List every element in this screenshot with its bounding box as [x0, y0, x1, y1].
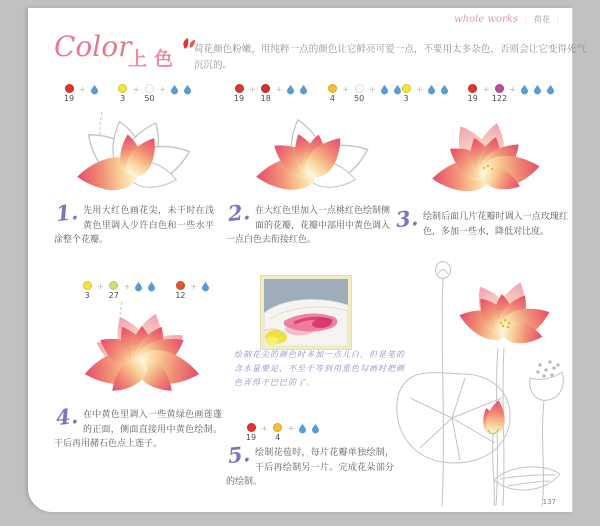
paint-swatch [399, 84, 413, 103]
paint-swatch-dot [118, 84, 127, 93]
step-number: 4. [54, 402, 80, 431]
plus-separator: + [287, 424, 295, 433]
paint-swatch-number: 19 [467, 94, 478, 103]
water-drop-icon [298, 84, 309, 95]
water-drop-icon [545, 84, 556, 95]
page-number: 137 [542, 498, 556, 506]
paint-swatch [492, 84, 506, 103]
step-4 [54, 402, 222, 452]
page-title-script: Color [54, 30, 132, 63]
step-number: 2. [226, 198, 252, 227]
plus-separator: + [261, 424, 268, 433]
paint-swatch-dot [355, 84, 364, 93]
water-drop-icon [89, 84, 100, 95]
lotus-step1-illustration [38, 108, 220, 206]
paint-swatch-number: 19 [245, 433, 257, 442]
lotus-step2-illustration [230, 108, 394, 206]
paint-mix-group [116, 84, 193, 103]
plus-separator: + [79, 85, 86, 94]
paint-swatch [142, 84, 156, 103]
water-drop-icon [519, 84, 530, 95]
paint-swatch [62, 84, 76, 103]
plus-separator: + [416, 85, 423, 94]
paint-swatch-number: 19 [63, 94, 75, 103]
paint-swatch [325, 84, 339, 103]
lotus-final-composition [390, 248, 578, 510]
paint-swatch-dot [247, 423, 256, 432]
paint-swatch-dot [468, 84, 477, 93]
step-2 [226, 198, 390, 248]
water-drops [89, 84, 100, 95]
step-number: 5. [226, 440, 252, 469]
step-text: 绘制后面几片花瓣时调入一点玫瑰红色，多加一些水，降低对比度。 [422, 212, 568, 237]
paint-swatch-dot [235, 84, 244, 93]
paint-swatch [244, 423, 258, 442]
water-drop-icon [532, 84, 543, 95]
paint-swatch-number: 3 [403, 94, 409, 103]
palette-step5 [244, 423, 333, 442]
paint-swatch-dot [109, 281, 118, 290]
paint-swatch [232, 84, 246, 103]
lotus-step3-illustration [396, 112, 574, 207]
paint-swatch-number: 18 [260, 94, 271, 103]
plus-separator: + [97, 282, 104, 291]
paint-swatch-dot [273, 423, 282, 432]
paint-swatch-number: 50 [144, 94, 155, 103]
water-drops [285, 84, 309, 95]
step-number: 1. [54, 198, 80, 227]
paint-swatch-dot [261, 84, 270, 93]
water-drop-icon [310, 423, 321, 434]
paint-swatch [116, 84, 130, 103]
paint-swatch-number: 3 [120, 94, 126, 103]
water-drops [426, 84, 450, 95]
plus-separator: + [132, 85, 140, 94]
water-drop-icon [297, 423, 308, 434]
paint-swatch-number: 12 [175, 291, 186, 300]
water-drop-icon [285, 84, 296, 95]
water-drops [133, 281, 157, 292]
palette-photo-image [264, 279, 348, 346]
water-drops [297, 423, 321, 434]
plus-separator: + [482, 85, 490, 94]
header-separator: ｜ [554, 15, 562, 24]
paint-swatch [259, 84, 273, 103]
paint-swatch-number: 50 [354, 94, 365, 103]
paint-swatch-dot [65, 84, 74, 93]
step-number: 3. [394, 204, 420, 233]
book-page [28, 8, 586, 512]
paint-swatch [271, 423, 285, 442]
plus-separator: + [275, 85, 283, 94]
page-header [454, 14, 562, 25]
paint-swatch-dot [176, 281, 185, 290]
paint-mix-group [244, 423, 321, 442]
water-drop-icon [379, 84, 390, 95]
paint-swatch-dot [402, 84, 411, 93]
water-drop-icon [439, 84, 450, 95]
water-drop-icon [169, 84, 180, 95]
page-title-chinese: 上色 [128, 48, 181, 70]
paint-swatch-dot [145, 84, 154, 93]
plus-separator: + [249, 85, 256, 94]
header-script: whole works [454, 14, 518, 25]
plus-separator: + [369, 85, 376, 94]
step-1 [54, 198, 214, 248]
palette-step1 [62, 84, 205, 103]
paint-swatch-number: 122 [491, 94, 508, 103]
intro-text: 荷花颜色粉嫩，用纯粹一点的颜色让它鲜亮可爱一点，不要用太多杂色，否则会让它变得死气沉沉的。 [194, 44, 586, 71]
water-drops [169, 84, 193, 95]
paint-swatch-number: 27 [108, 291, 119, 300]
plus-separator: + [342, 85, 350, 94]
water-drop-icon [146, 281, 157, 292]
lotus-step4-illustration [46, 296, 234, 408]
paint-mix-group [232, 84, 309, 103]
step-3 [394, 204, 568, 239]
plus-separator: + [159, 85, 167, 94]
water-drops [519, 84, 556, 95]
paint-mix-group [399, 84, 450, 103]
plus-separator: + [509, 85, 517, 94]
paint-mix-group [466, 84, 556, 103]
paint-swatch-dot [328, 84, 337, 93]
paint-mix-group [62, 84, 100, 103]
header-separator: ｜ [522, 15, 530, 24]
water-drops [200, 281, 211, 292]
paint-swatch [352, 84, 366, 103]
header-section: 荷花 [534, 15, 550, 24]
water-drop-icon [426, 84, 437, 95]
water-drop-icon [200, 281, 211, 292]
paint-swatch-dot [495, 84, 504, 93]
water-drop-icon [182, 84, 193, 95]
step-text: 绘制花苞时，每片花瓣单独绘制，干后再绘制另一片。完成花朵部分的绘制。 [226, 448, 394, 487]
paint-swatch-number: 4 [329, 94, 335, 103]
plus-separator: + [190, 282, 198, 291]
palette-step2 [232, 84, 415, 103]
palette-photo [261, 276, 351, 349]
step-text: 先用大红色画花尖，未干时在浅黄色里调入少许白色和一些水平涂整个花瓣。 [54, 206, 214, 245]
water-drop-icon [133, 281, 144, 292]
step-5 [226, 440, 394, 490]
paint-swatch [466, 84, 480, 103]
paint-mix-group [325, 84, 402, 103]
handwritten-note: 绘制花尖的颜色时多加一点儿白，但是笔的含水量要足，不至于等到用重色勾画时把颜色弄得干巴巴的了。 [234, 350, 405, 387]
plus-separator: + [123, 282, 131, 291]
step-text: 在大红色里加入一点桃红色绘制侧面的花瓣，花瓣中部用中黄色调入一点白色去衔接红色。 [226, 206, 390, 245]
paint-swatch-dot [83, 281, 92, 290]
paint-swatch-number: 4 [275, 433, 281, 442]
step-text: 在中黄色里调入一些黄绿色画莲蓬的正面，侧面直接用中黄色绘制。干后再用赭石色点上莲子。 [54, 410, 222, 449]
paint-swatch-number: 19 [233, 94, 245, 103]
palette-step3 [399, 84, 568, 103]
paint-swatch-number: 3 [84, 291, 90, 300]
